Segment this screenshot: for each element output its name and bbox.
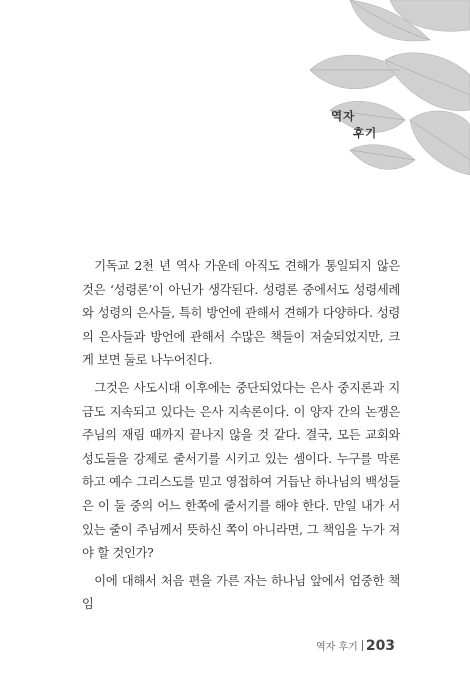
page-footer [316, 638, 395, 654]
paragraph: 그것은 사도시대 이후에는 중단되었다는 은사 중지론과 지금도 지속되고 있다는 은사 지속론이다. 이 양자 간의 논쟁은 주님의 재림 때까지 끝나지 않을 것 같다. 결국, 모든 교회와 성도들을 강제로 줄서기를 시키고 있는 셈이다. 누구를 막론하고 예수 그리스도를 믿고 영접하여 거듭난 하나님의 백성들은 이 둘 중의 어느 한쪽에 줄서기를 해야 한다. 만일 내가 서 있는 줄이 주님께서 뜻하신 쪽이 아니라면, 그 책임을 누가 져야 할 것인가? [82, 380, 400, 561]
footer-divider [362, 640, 363, 651]
paragraph: 이에 대해서 처음 편을 가른 자는 하나님 앞에서 엄중한 책임 [82, 573, 400, 612]
section-title [331, 108, 377, 142]
running-section-label: 역자 후기 [316, 642, 358, 653]
paragraph: 기독교 2천 년 역사 가운데 아직도 견해가 통일되지 않은 것은 ‘성령론’이 아닌가 생각된다. 성령론 중에서도 성령세례와 성령의 은사들, 특히 방언에 관해서 견해가 다양하다. 성령의 은사들과 방언에 관해서 수많은 책들이 저술되었지만, 크게 보면 둘로 나누어진다. [82, 259, 400, 368]
page-number: 203 [365, 638, 396, 654]
section-title-line1: 역자 [331, 109, 356, 123]
section-title-line2: 후기 [353, 126, 378, 140]
body-text [82, 255, 400, 621]
leaf-decoration-icon [290, 0, 470, 190]
